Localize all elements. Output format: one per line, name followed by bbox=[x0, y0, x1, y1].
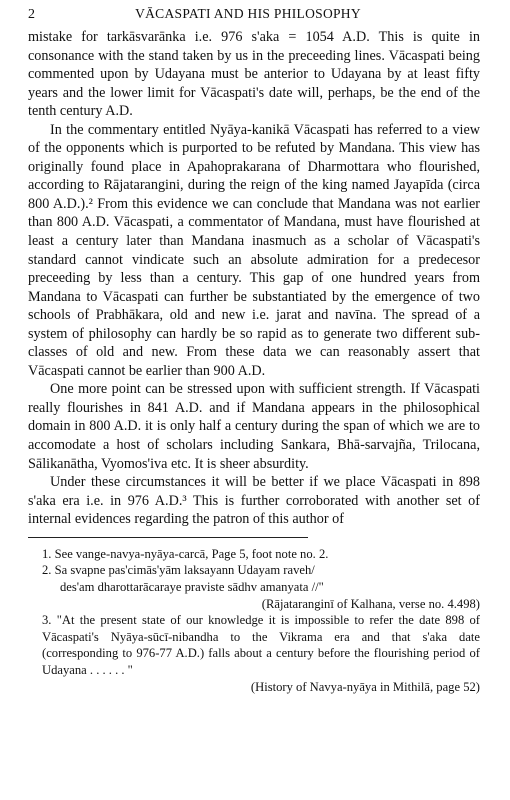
footnote-2-line-1: 2. Sa svapne pas'cimās'yām laksayann Udayam raveh/ bbox=[42, 563, 315, 578]
running-head: VĀCASPATI AND HIS PHILOSOPHY bbox=[135, 6, 361, 21]
paragraph-1: mistake for tarkāsvarānka i.e. 976 s'aka = 1054 A.D. This is quite in consonance with the stand taken by us in the preceeding lines. Vācaspati being commented upon by Udayana must be anterior to Udayana by at least fifty years and the lower limit for Vācaspati's date will, perhaps, be the end of the tenth century A.D. bbox=[28, 29, 480, 120]
footnotes bbox=[28, 546, 480, 695]
footnote-2-line-2: des'am dharottarācaraye praviste sādhv amanyata //" bbox=[60, 579, 324, 594]
page-number: 2 bbox=[28, 7, 36, 22]
paragraph-4: Under these circumstances it will be better if we place Vācaspati in 898 s'aka era i.e. in 976 A.D.³ This is further corroborated with another set of internal evidences regarding the patron of this author of bbox=[28, 474, 480, 528]
paragraph-2: In the commentary entitled Nyāya-kanikā Vācaspati has referred to a view of the opponents which is purported to be refuted by Mandana. This view has originally found place in Apahoprakarana of Dharmottara who flourished, according to Rājatarangini, during the reign of the king named Jayapīda (circa 800 A.D.).² From this evidence we can conclude that Mandana was not earlier than 800 A.D. Vācaspati, a commentator of Mandana, must have flourished at least a century later than Mandana inasmuch as a scholar of Vācaspati's standard cannot vindicate such an absolute admiration for a predecesor preceeding by less than a century. This gap of one hundred years from Mandana to Vācaspati can further be substantiated by the emergence of two schools of Prabhākara, old and new i.e. jarat and navīna. The spread of a system of philosophy can hardly be so rapid as to generate two different sub-classes of old and new. From these data we can reasonably assert that Vācaspati cannot be earlier than 900 A.D. bbox=[28, 121, 480, 379]
footnote-1: 1. See vange-navya-nyāya-carcā, Page 5, foot note no. 2. bbox=[42, 546, 329, 561]
page-header bbox=[28, 6, 480, 28]
footnote-divider bbox=[28, 537, 308, 538]
footnote-2-source: (Rājataranginī of Kalhana, verse no. 4.498) bbox=[261, 596, 480, 611]
footnote-3: 3. "At the present state of our knowledge it is impossible to refer the date 898 of Vācaspati's Nyāya-sūcī-nibandha to the Vikrama era and that s'aka date (corresponding to 976-77 A.D.) falls about a century before the flourishing period of Udayana . . . . . . " bbox=[42, 613, 480, 677]
body-text bbox=[28, 28, 480, 529]
paragraph-3: One more point can be stressed upon with sufficient strength. If Vācaspati really flourishes in 841 A.D. and if Mandana appears in the philosophical domain in 800 A.D. it is only half a century during the span of which we are to accomodate a host of scholars including Sankara, Bhā-sarvajña, Trilocana, Sālikanātha, Vyomos'iva etc. It is sheer absurdity. bbox=[28, 381, 480, 472]
footnote-3-source: (History of Navya-nyāya in Mithilā, page 52) bbox=[250, 679, 480, 694]
